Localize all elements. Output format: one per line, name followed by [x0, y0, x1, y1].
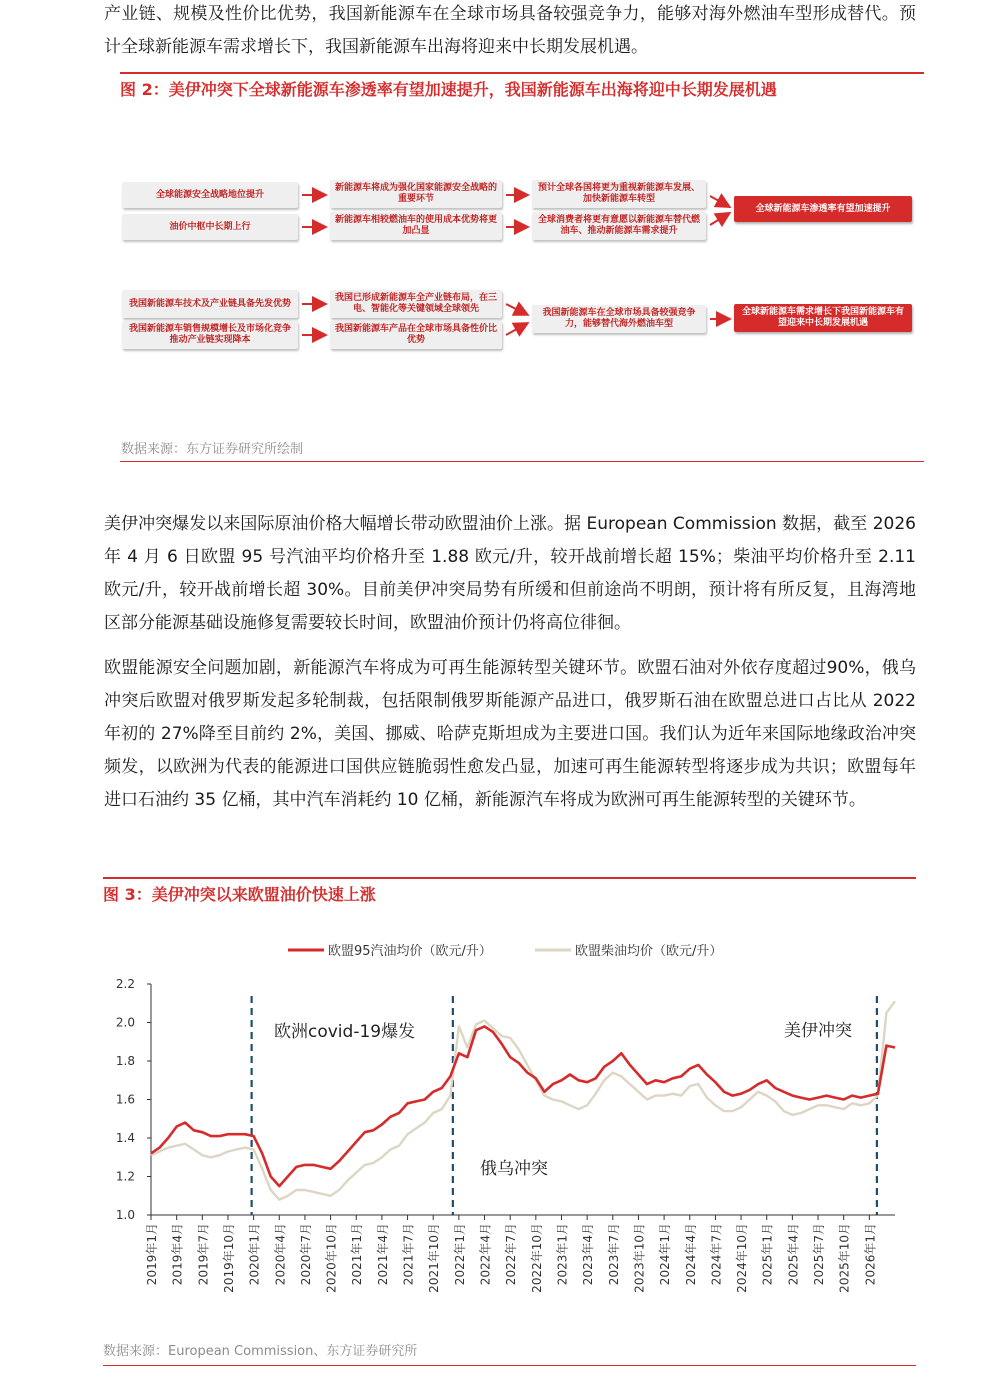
x-tick-label: 2019年4月: [170, 1223, 185, 1286]
paragraph-energy-security: 欧盟能源安全问题加剧，新能源汽车将成为可再生能源转型关键环节。欧盟石油对外依存度超过90%，俄乌冲突后欧盟对俄罗斯发起多轮制裁，包括限制俄罗斯能源产品进口，俄罗斯石油在欧盟总进口占比从 2022 年初的 27%降至目前约 2%，美国、挪威、哈萨克斯坦成为主要进口国。我们认为近年来国际地缘政治冲突频发，以欧洲为代表的能源进口国供应链脆弱性愈发凸显，加速可再生能源转型将逐步成为共识；欧盟每年进口石油约 35 亿桶，其中汽车消耗约 10 亿桶，新能源汽车将成为欧洲可再生能源转型的关键环节。: [104, 658, 916, 810]
figure2-bottom-rule: [120, 461, 924, 462]
event-annotation: 美伊冲突: [784, 1021, 852, 1041]
x-tick-label: 2022年7月: [504, 1223, 519, 1286]
event-annotation: 欧洲covid-19爆发: [274, 1022, 416, 1042]
x-tick-label: 2020年10月: [324, 1223, 339, 1293]
intro-paragraph: 产业链、规模及性价比优势，我国新能源车在全球市场具备较强竞争力，能够对海外燃油车型形成替代。预计全球新能源车需求增长下，我国新能源车出海将迎来中长期发展机遇。: [104, 4, 916, 57]
figure2-source: 数据来源：东方证券研究所绘制: [121, 442, 304, 457]
arrow-right-icon: [506, 324, 526, 335]
paragraph-oil-price: 美伊冲突爆发以来国际原油价格大幅增长带动欧盟油价上涨。据 European Commission 数据，截至 2026 年 4 月 6 日欧盟 95 号汽油平均价格升至 1.88 欧元/升，较开战前增长超 15%；柴油平均价格升至 2.11 欧元/升，较开战前增长超 30%。目前美伊冲突局势有所缓和但前途尚不明朗，预计将有所反复，且海湾地区部分能源基础设施修复需要较长时间，欧盟油价预计仍将高位徘徊。: [104, 514, 916, 633]
x-tick-label: 2020年7月: [298, 1223, 313, 1286]
arrow-right-icon: [506, 304, 526, 314]
y-tick-label: 1.2: [115, 1169, 135, 1184]
flow-arrows: [0, 0, 999, 400]
x-tick-label: 2024年7月: [709, 1223, 724, 1286]
x-tick-label: 2024年1月: [658, 1223, 673, 1286]
flow-box-competitiveness: 我国新能源车在全球市场具备较强竞争力，能够替代海外燃油车型: [532, 305, 706, 333]
y-tick-label: 1.8: [115, 1054, 135, 1068]
x-tick-label: 2019年7月: [196, 1223, 211, 1286]
x-tick-label: 2025年4月: [786, 1223, 801, 1286]
y-tick-label: 1.0: [115, 1208, 135, 1222]
x-tick-label: 2021年1月: [350, 1223, 365, 1286]
x-tick-label: 2021年4月: [375, 1223, 390, 1286]
flow-box-nev-security-link: 新能源车将成为强化国家能源安全战略的重要环节: [330, 180, 502, 208]
flow-box-full-chain: 我国已形成新能源车全产业链布局，在三电、智能化等关键领域全球领先: [330, 290, 502, 318]
flow-box-consumer-demand: 全球消费者将更有意愿以新能源车替代燃油车、推动新能源车需求提升: [532, 212, 706, 240]
flow-box-export-result: 全球新能源车需求增长下我国新能源车有望迎来中长期发展机遇: [734, 304, 912, 332]
flow-box-cost-performance: 我国新能源车产品在全球市场具备性价比优势: [330, 321, 502, 349]
oil-price-line-chart: [100, 935, 910, 1325]
figure3-source: 数据来源：European Commission、东方证券研究所: [103, 1344, 418, 1359]
flow-box-countries-transition: 预计全球各国将更为重视新能源车发展、加快新能源车转型: [532, 180, 706, 208]
event-annotation: 俄乌冲突: [480, 1159, 548, 1179]
flow-box-tech-advantage: 我国新能源车技术及产业链具备先发优势: [122, 290, 298, 318]
flow-box-scale-cost: 我国新能源车销售规模增长及市场化竞争推动产业链实现降本: [122, 321, 298, 349]
figure3-bottom-rule: [103, 1365, 916, 1366]
x-tick-label: 2024年10月: [735, 1223, 750, 1293]
x-tick-label: 2020年4月: [273, 1223, 288, 1286]
x-tick-label: 2026年1月: [863, 1223, 878, 1286]
flow-box-oil-price: 油价中枢中长期上行: [122, 214, 298, 240]
figure2-title: 图 2：美伊冲突下全球新能源车渗透率有望加速提升，我国新能源车出海将迎中长期发展机遇: [120, 72, 924, 104]
x-tick-label: 2025年7月: [812, 1223, 827, 1286]
x-tick-label: 2025年10月: [837, 1223, 852, 1293]
legend-label: 欧盟95汽油均价（欧元/升）: [328, 944, 492, 959]
arrow-right-icon: [710, 196, 728, 206]
x-tick-label: 2023年4月: [581, 1223, 596, 1286]
x-tick-label: 2025年1月: [760, 1223, 775, 1286]
x-tick-label: 2023年1月: [555, 1223, 570, 1286]
x-tick-label: 2022年1月: [452, 1223, 467, 1286]
x-tick-label: 2023年10月: [632, 1223, 647, 1293]
x-tick-label: 2019年10月: [221, 1223, 236, 1293]
x-tick-label: 2019年1月: [145, 1223, 159, 1286]
figure3-title: 图 3：美伊冲突以来欧盟油价快速上涨: [103, 877, 916, 909]
y-tick-label: 1.6: [115, 1092, 135, 1107]
flow-box-energy-security: 全球能源安全战略地位提升: [122, 182, 298, 208]
x-tick-label: 2023年7月: [606, 1223, 621, 1286]
x-tick-label: 2020年1月: [247, 1223, 262, 1286]
flow-box-nev-cost-advantage: 新能源车相较燃油车的使用成本优势将更加凸显: [330, 212, 502, 240]
y-tick-label: 1.4: [115, 1131, 135, 1145]
x-tick-label: 2024年4月: [683, 1223, 698, 1286]
x-tick-label: 2021年10月: [427, 1223, 442, 1293]
x-tick-label: 2022年10月: [529, 1223, 544, 1293]
legend-label: 欧盟柴油均价（欧元/升）: [575, 944, 723, 959]
x-tick-label: 2021年7月: [401, 1223, 416, 1286]
y-tick-label: 2.0: [115, 1015, 135, 1030]
y-tick-label: 2.2: [115, 977, 135, 991]
flow-box-penetration-result: 全球新能源车渗透率有望加速提升: [734, 196, 912, 222]
arrow-right-icon: [710, 214, 728, 225]
x-tick-label: 2022年4月: [478, 1223, 493, 1286]
